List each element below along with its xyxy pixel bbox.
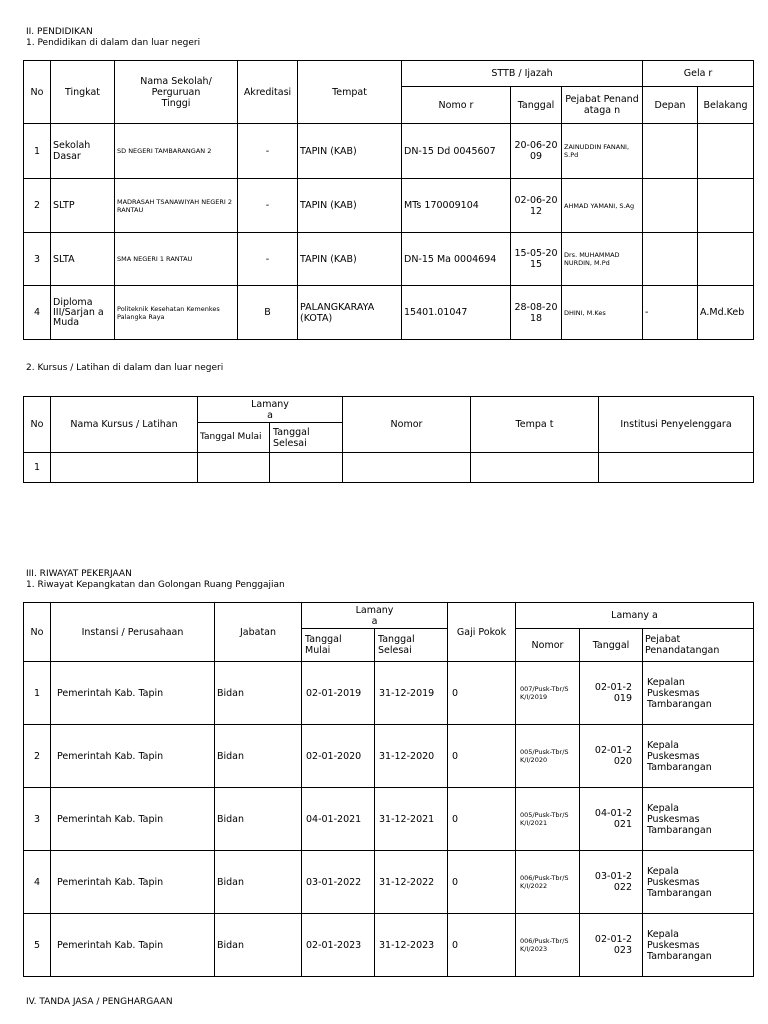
cell-gaji-pokok: 0: [448, 662, 516, 725]
cell-instansi: Pemerintah Kab. Tapin: [51, 788, 215, 851]
cell-institusi: [599, 453, 754, 483]
cell-pejabat: Kepala Puskesmas Tambarangan: [643, 851, 754, 914]
cell-nomor: 005/Pusk-Tbr/SK/I/2021: [516, 788, 580, 851]
cell-no: 2: [24, 725, 51, 788]
table-row: [24, 286, 754, 340]
cell-tanggal-mulai: 02-01-2019: [302, 662, 375, 725]
cell-nomor: 006/Pusk-Tbr/SK/I/2023: [516, 914, 580, 977]
col-header-nama-kursus: Nama Kursus / Latihan: [51, 397, 198, 453]
cell-tanggal-selesai: 31-12-2022: [375, 851, 448, 914]
table-row: [24, 788, 754, 851]
cell-tanggal-mulai: [198, 453, 270, 483]
cell-tanggal-selesai: 31-12-2023: [375, 914, 448, 977]
col-header-depan: Depan: [643, 87, 698, 124]
col-header-no: No: [24, 61, 51, 124]
cell-tanggal-selesai: [270, 453, 343, 483]
col-header-nomor: Nomor: [516, 629, 580, 662]
col-header-lamanya: Lamany a: [198, 397, 343, 423]
cell-tanggal-selesai: 31-12-2020: [375, 725, 448, 788]
col-header-nama-sekolah: Nama Sekolah/ Perguruan Tinggi: [115, 61, 238, 124]
subsection-title-pendidikan: 1. Pendidikan di dalam dan luar negeri: [26, 38, 201, 48]
cell-depan: [643, 124, 698, 179]
subsection-title-kursus: 2. Kursus / Latihan di dalam dan luar negeri: [26, 363, 224, 373]
cell-no: 1: [24, 662, 51, 725]
col-header-tempat: Tempat: [298, 61, 402, 124]
section-title-pendidikan: II. PENDIDIKAN: [26, 27, 93, 37]
col-header-tingkat: Tingkat: [51, 61, 115, 124]
col-header-tanggal-mulai: Tanggal Mulai: [302, 629, 375, 662]
col-header-tanggal: Tanggal: [580, 629, 643, 662]
cell-no: 1: [24, 453, 51, 483]
cell-tanggal: 20-06-2009: [511, 124, 562, 179]
table-row: [24, 914, 754, 977]
cell-tanggal: 04-01-2021: [580, 788, 643, 851]
col-header-akreditasi: Akreditasi: [238, 61, 298, 124]
cell-nama-sekolah: SD NEGERI TAMBARANGAN 2: [115, 124, 238, 179]
col-header-tempat: Tempa t: [471, 397, 599, 453]
cell-tingkat: SLTA: [51, 233, 115, 286]
cell-tanggal: 02-06-2012: [511, 179, 562, 233]
work-history-table: [23, 602, 754, 977]
education-table: [23, 60, 754, 340]
table-row: [24, 453, 754, 483]
cell-depan: [643, 179, 698, 233]
cell-jabatan: Bidan: [215, 788, 302, 851]
cell-tanggal-selesai: 31-12-2019: [375, 662, 448, 725]
cell-instansi: Pemerintah Kab. Tapin: [51, 914, 215, 977]
cell-nomor: 007/Pusk-Tbr/SK/I/2019: [516, 662, 580, 725]
cell-tanggal-mulai: 02-01-2023: [302, 914, 375, 977]
cell-tempat: TAPIN (KAB): [298, 179, 402, 233]
col-header-gelar: Gela r: [643, 61, 754, 87]
col-header-tanggal: Tanggal: [511, 87, 562, 124]
cell-gaji-pokok: 0: [448, 914, 516, 977]
cell-pejabat: ZAINUDDIN FANANI, S.Pd: [562, 124, 643, 179]
cell-belakang: [698, 233, 754, 286]
cell-nomor: DN-15 Dd 0045607: [402, 124, 511, 179]
col-header-pejabat: Pejabat Penandataga n: [562, 87, 643, 124]
cell-nama-sekolah: Politeknik Kesehatan Kemenkes Palangka Raya: [115, 286, 238, 340]
cell-tingkat: Diploma III/Sarjan a Muda: [51, 286, 115, 340]
cell-akreditasi: -: [238, 233, 298, 286]
cell-nomor: [343, 453, 471, 483]
cell-tingkat: Sekolah Dasar: [51, 124, 115, 179]
kursus-table: [23, 396, 754, 483]
cell-no: 4: [24, 286, 51, 340]
cell-instansi: Pemerintah Kab. Tapin: [51, 725, 215, 788]
cell-tanggal: 03-01-2022: [580, 851, 643, 914]
table-row: [24, 662, 754, 725]
cell-no: 5: [24, 914, 51, 977]
cell-nama-kursus: [51, 453, 198, 483]
cell-tanggal: 02-01-2019: [580, 662, 643, 725]
section-title-tanda-jasa: IV. TANDA JASA / PENGHARGAAN: [26, 997, 173, 1007]
cell-nomor: MTs 170009104: [402, 179, 511, 233]
cell-pejabat: Drs. MUHAMMAD NURDIN, M.Pd: [562, 233, 643, 286]
cell-belakang: [698, 179, 754, 233]
cell-tanggal-mulai: 02-01-2020: [302, 725, 375, 788]
cell-tanggal: 15-05-2015: [511, 233, 562, 286]
cell-belakang: A.Md.Keb: [698, 286, 754, 340]
col-header-gaji-pokok: Gaji Pokok: [448, 603, 516, 662]
cell-tempat: [471, 453, 599, 483]
cell-tempat: TAPIN (KAB): [298, 233, 402, 286]
cell-nomor: 005/Pusk-Tbr/SK/I/2020: [516, 725, 580, 788]
cell-gaji-pokok: 0: [448, 851, 516, 914]
table-row: [24, 179, 754, 233]
col-header-belakang: Belakang: [698, 87, 754, 124]
cell-jabatan: Bidan: [215, 914, 302, 977]
table-row: [24, 233, 754, 286]
cell-tanggal-mulai: 03-01-2022: [302, 851, 375, 914]
cell-gaji-pokok: 0: [448, 725, 516, 788]
cell-instansi: Pemerintah Kab. Tapin: [51, 662, 215, 725]
col-header-nomor: Nomor: [343, 397, 471, 453]
cell-pejabat: AHMAD YAMANI, S.Ag: [562, 179, 643, 233]
cell-tanggal: 28-08-2018: [511, 286, 562, 340]
col-header-no: No: [24, 603, 51, 662]
cell-no: 3: [24, 788, 51, 851]
table-row: [24, 725, 754, 788]
cell-jabatan: Bidan: [215, 662, 302, 725]
cell-belakang: [698, 124, 754, 179]
cell-jabatan: Bidan: [215, 851, 302, 914]
cell-tempat: PALANGKARAYA (KOTA): [298, 286, 402, 340]
cell-no: 2: [24, 179, 51, 233]
cell-tempat: TAPIN (KAB): [298, 124, 402, 179]
cell-depan: -: [643, 286, 698, 340]
cell-jabatan: Bidan: [215, 725, 302, 788]
cell-akreditasi: B: [238, 286, 298, 340]
col-header-tanggal-mulai: Tanggal Mulai: [198, 423, 270, 453]
table-row: [24, 851, 754, 914]
col-header-no: No: [24, 397, 51, 453]
cell-pejabat: Kepala Puskesmas Tambarangan: [643, 914, 754, 977]
col-header-jabatan: Jabatan: [215, 603, 302, 662]
col-header-instansi: Instansi / Perusahaan: [51, 603, 215, 662]
cell-nama-sekolah: SMA NEGERI 1 RANTAU: [115, 233, 238, 286]
cell-pejabat: Kepala Puskesmas Tambarangan: [643, 725, 754, 788]
cell-tingkat: SLTP: [51, 179, 115, 233]
col-header-tanggal-selesai: Tanggal Selesai: [270, 423, 343, 453]
cell-no: 1: [24, 124, 51, 179]
cell-nomor: 15401.01047: [402, 286, 511, 340]
col-header-pejabat: Pejabat Penandatangan: [643, 629, 754, 662]
cell-no: 3: [24, 233, 51, 286]
cell-no: 4: [24, 851, 51, 914]
cell-pejabat: DHINI, M.Kes: [562, 286, 643, 340]
col-header-lamanya: Lamany a: [302, 603, 448, 629]
col-header-tanggal-selesai: Tanggal Selesai: [375, 629, 448, 662]
subsection-title-kepangkatan: 1. Riwayat Kepangkatan dan Golongan Ruang Penggajian: [26, 580, 285, 590]
cell-depan: [643, 233, 698, 286]
cell-tanggal-mulai: 04-01-2021: [302, 788, 375, 851]
cell-tanggal: 02-01-2023: [580, 914, 643, 977]
cell-pejabat: Kepala Puskesmas Tambarangan: [643, 788, 754, 851]
cell-tanggal: 02-01-2020: [580, 725, 643, 788]
table-row: [24, 124, 754, 179]
col-header-sk: Lamany a: [516, 603, 754, 629]
cell-pejabat: Kepalan Puskesmas Tambarangan: [643, 662, 754, 725]
col-header-nomor: Nomo r: [402, 87, 511, 124]
cell-akreditasi: -: [238, 179, 298, 233]
cell-nomor: 006/Pusk-Tbr/SK/I/2022: [516, 851, 580, 914]
cell-nama-sekolah: MADRASAH TSANAWIYAH NEGERI 2 RANTAU: [115, 179, 238, 233]
col-header-institusi: Institusi Penyelenggara: [599, 397, 754, 453]
cell-nomor: DN-15 Ma 0004694: [402, 233, 511, 286]
cell-tanggal-selesai: 31-12-2021: [375, 788, 448, 851]
col-header-sttb: STTB / Ijazah: [402, 61, 643, 87]
cell-gaji-pokok: 0: [448, 788, 516, 851]
section-title-riwayat-pekerjaan: III. RIWAYAT PEKERJAAN: [26, 569, 132, 579]
cell-akreditasi: -: [238, 124, 298, 179]
cell-instansi: Pemerintah Kab. Tapin: [51, 851, 215, 914]
